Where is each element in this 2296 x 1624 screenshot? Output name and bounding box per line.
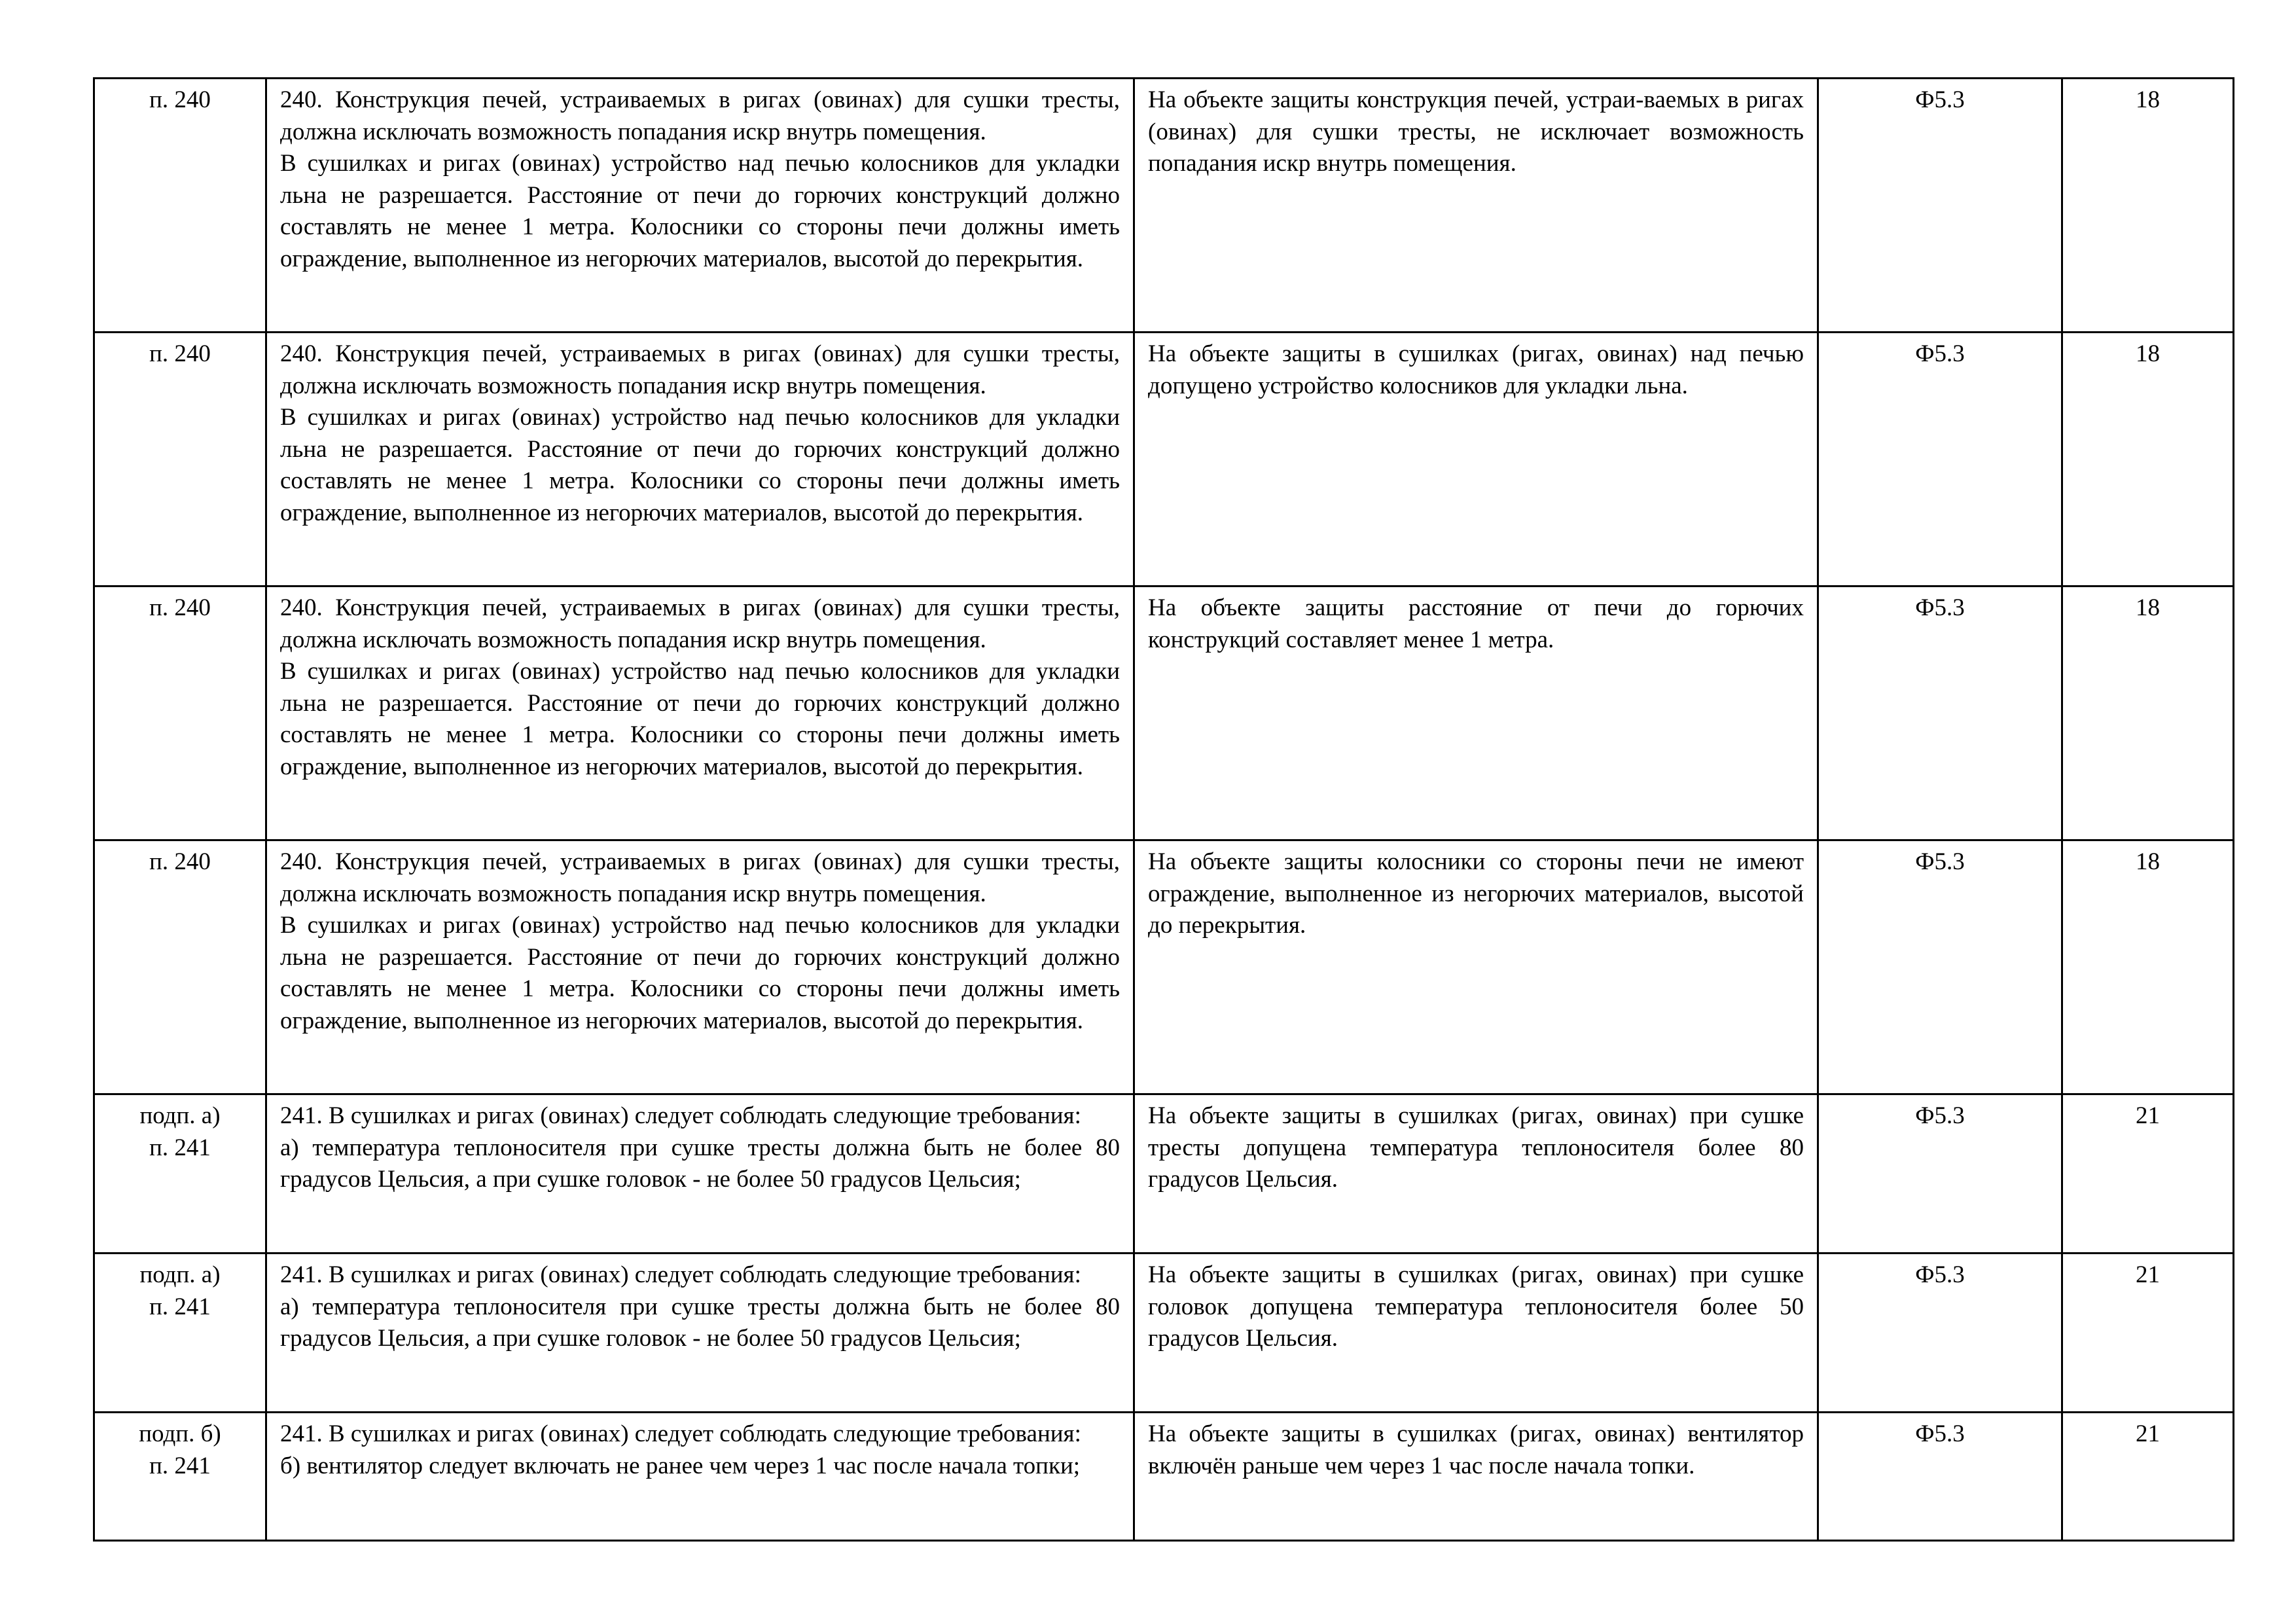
requirement-paragraph: 240. Конструкция печей, устраиваемых в ригах (овинах) для сушки тресты, должна исключать возможность попадания искр внутрь помещения. [280,848,1120,907]
violation-cell: На объекте защиты расстояние от печи до горючих конструкций составляет менее 1 метра. [1134,586,1818,840]
requirement-cell [266,79,1134,333]
class-cell: Ф5.3 [1818,1254,2062,1413]
violation-cell: На объекте защиты в сушилках (ригах, овинах) над печью допущено устройство колосников для укладки льна. [1134,333,1818,586]
clause-cell [94,1413,266,1541]
requirement-cell [266,840,1134,1094]
clause-cell [94,840,266,1094]
clause-cell [94,1094,266,1254]
requirement-paragraph: В сушилках и ригах (овинах) устройство над печью колосников для укладки льна не разрешается. Расстояние от печи до горючих конструкций должно составлять не менее 1 метра. Колосники со стороны печи должны иметь ограждение, выполненное из негорючих материалов, высотой до перекрытия. [280,404,1120,526]
number-cell: 18 [2062,79,2234,333]
table-row [94,79,2234,333]
table-row [94,586,2234,840]
violation-cell: На объекте защиты в сушилках (ригах, овинах) при сушке головок допущена температура теплоносителя более 50 градусов Цельсия. [1134,1254,1818,1413]
violation-cell: На объекте защиты колосники со стороны печи не имеют ограждение, выполненное из негорючих материалов, высотой до перекрытия. [1134,840,1818,1094]
table-row [94,333,2234,586]
class-cell: Ф5.3 [1818,1094,2062,1254]
table-row [94,1413,2234,1541]
clause-cell [94,1254,266,1413]
clause-cell [94,586,266,840]
number-cell: 21 [2062,1413,2234,1541]
requirement-paragraph: 241. В сушилках и ригах (овинах) следует соблюдать следующие требования: [280,1102,1081,1129]
clause-text: подп. а) [139,1102,221,1129]
requirement-paragraph: а) температура теплоносителя при сушке тресты должна быть не более 80 градусов Цельсия, а при сушке головок - не более 50 градусов Цельсия; [280,1293,1120,1352]
table-row [94,840,2234,1094]
class-cell: Ф5.3 [1818,333,2062,586]
clause-cell [94,333,266,586]
requirement-cell [266,1413,1134,1541]
table-row [94,1254,2234,1413]
number-cell: 18 [2062,840,2234,1094]
clause-text: п. 240 [149,848,211,875]
class-cell: Ф5.3 [1818,840,2062,1094]
requirement-paragraph: 240. Конструкция печей, устраиваемых в ригах (овинах) для сушки тресты, должна исключать возможность попадания искр внутрь помещения. [280,594,1120,653]
clause-text: п. 241 [149,1134,211,1161]
number-cell: 18 [2062,586,2234,840]
requirement-cell [266,1254,1134,1413]
requirement-paragraph: 240. Конструкция печей, устраиваемых в ригах (овинах) для сушки тресты, должна исключать возможность попадания искр внутрь помещения. [280,86,1120,145]
requirement-cell [266,333,1134,586]
violation-cell: На объекте защиты в сушилках (ригах, овинах) вентилятор включён раньше чем через 1 час после начала топки. [1134,1413,1818,1541]
requirement-paragraph: В сушилках и ригах (овинах) устройство над печью колосников для укладки льна не разрешается. Расстояние от печи до горючих конструкций должно составлять не менее 1 метра. Колосники со стороны печи должны иметь ограждение, выполненное из негорючих материалов, высотой до перекрытия. [280,150,1120,272]
clause-text: п. 241 [149,1452,211,1479]
requirements-table [93,77,2234,1542]
clause-text: подп. б) [139,1420,221,1447]
requirement-cell [266,1094,1134,1254]
clause-text: п. 240 [149,86,211,113]
requirement-paragraph: б) вентилятор следует включать не ранее чем через 1 час после начала топки; [280,1452,1081,1479]
class-cell: Ф5.3 [1818,79,2062,333]
class-cell: Ф5.3 [1818,1413,2062,1541]
violation-cell: На объекте защиты конструкция печей, устраи-ваемых в ригах (овинах) для сушки тресты, не исключает возможность попадания искр внутрь помещения. [1134,79,1818,333]
class-cell: Ф5.3 [1818,586,2062,840]
clause-text: п. 240 [149,340,211,367]
requirement-paragraph: 240. Конструкция печей, устраиваемых в ригах (овинах) для сушки тресты, должна исключать возможность попадания искр внутрь помещения. [280,340,1120,399]
requirement-cell [266,586,1134,840]
number-cell: 21 [2062,1094,2234,1254]
clause-cell [94,79,266,333]
clause-text: п. 241 [149,1293,211,1320]
requirement-paragraph: В сушилках и ригах (овинах) устройство над печью колосников для укладки льна не разрешается. Расстояние от печи до горючих конструкций должно составлять не менее 1 метра. Колосники со стороны печи должны иметь ограждение, выполненное из негорючих материалов, высотой до перекрытия. [280,912,1120,1034]
requirement-paragraph: 241. В сушилках и ригах (овинах) следует соблюдать следующие требования: [280,1420,1081,1447]
violation-cell: На объекте защиты в сушилках (ригах, овинах) при сушке тресты допущена температура теплоносителя более 80 градусов Цельсия. [1134,1094,1818,1254]
number-cell: 21 [2062,1254,2234,1413]
number-cell: 18 [2062,333,2234,586]
clause-text: п. 240 [149,594,211,621]
requirement-paragraph: 241. В сушилках и ригах (овинах) следует соблюдать следующие требования: [280,1261,1081,1288]
table-row [94,1094,2234,1254]
requirement-paragraph: В сушилках и ригах (овинах) устройство над печью колосников для укладки льна не разрешается. Расстояние от печи до горючих конструкций должно составлять не менее 1 метра. Колосники со стороны печи должны иметь ограждение, выполненное из негорючих материалов, высотой до перекрытия. [280,658,1120,780]
clause-text: подп. а) [139,1261,221,1288]
requirement-paragraph: а) температура теплоносителя при сушке тресты должна быть не более 80 градусов Цельсия, а при сушке головок - не более 50 градусов Цельсия; [280,1134,1120,1193]
